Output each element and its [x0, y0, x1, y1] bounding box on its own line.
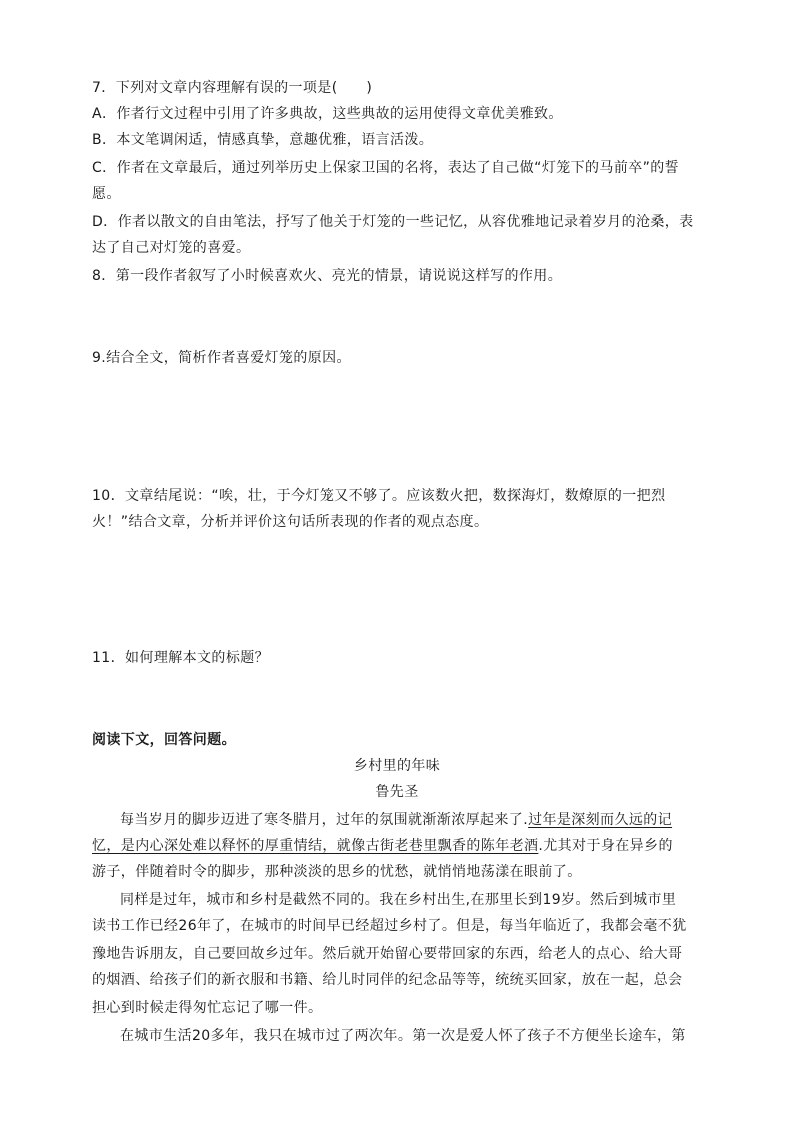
reading-instruction: 阅读下文，回答问题。: [92, 732, 236, 748]
q11-question: 11．如何理解本文的标题？: [92, 650, 270, 666]
q10-question-line2: 火！”结合文章，分析并评价这句话所表现的作者的观点态度。: [92, 514, 489, 530]
p1-underlined-text: 过年是深刻而久远的记: [528, 812, 673, 828]
q7-option-c-line2: 愿。: [92, 186, 121, 202]
q7-option-a: A．作者行文过程中引用了许多典故，这些典故的运用使得文章优美雅致。: [92, 106, 563, 122]
paragraph-2-line4: 的烟酒、给孩子们的新衣服和书籍、给儿时同伴的纪念品等等，统统买回家，放在一起，总会: [92, 972, 683, 988]
paragraph-2-line3: 豫地告诉朋友，自己要回故乡过年。然后就开始留心要带回家的东西，给老人的点心、给大哥: [92, 946, 683, 962]
paragraph-1-line2: [92, 836, 673, 856]
q7-option-d-line1: D．作者以散文的自由笔法，抒写了他关于灯笼的一些记忆，从容优雅地记录着岁月的沧桑，表: [92, 214, 694, 230]
p1-text: 每当岁月的脚步迈进了寒冬腊月，过年的氛围就渐渐浓厚起来了.: [120, 812, 529, 828]
paragraph-2-line2: 读书工作已经26年了，在城市的时间早已经超过乡村了。但是，每当年临近了，我都会毫不犹: [92, 918, 687, 934]
q9-question: 9.结合全文，简析作者喜爱灯笼的原因。: [92, 350, 351, 366]
q7-option-b: B．本文笔调闲适，情感真挚，意趣优雅，语言活泼。: [92, 132, 434, 148]
q10-question-line1: 10．文章结尾说：“唉，壮，于今灯笼又不够了。应该数火把，数探海灯，数燎原的一把烈: [92, 488, 666, 504]
q8-question: 8．第一段作者叙写了小时候喜欢火、亮光的情景，请说说这样写的作用。: [92, 268, 563, 284]
q7-option-d-line2: 达了自己对灯笼的喜爱。: [92, 240, 251, 256]
paragraph-2-line1: 同样是过年，城市和乡村是截然不同的。我在乡村出生,在那里长到19岁。然后到城市里: [120, 892, 677, 908]
passage-author: 鲁先圣: [375, 784, 419, 800]
passage-title: 乡村里的年味: [353, 758, 441, 774]
p1-underlined-text-2: 忆，是内心深处难以释怀的厚重情结，就像古街老巷里飘香的陈年老酒: [92, 838, 539, 854]
q7-stem: 7．下列对文章内容理解有误的一项是( ): [92, 80, 373, 96]
paragraph-2-line5: 担心到时候走得匆忙忘记了哪一件。: [92, 1000, 323, 1016]
paragraph-1-line3: 游子，伴随着时令的脚步，那种淡淡的思乡的忧愁，就悄悄地荡漾在眼前了。: [92, 864, 582, 880]
paragraph-1-line1: [120, 810, 672, 830]
p1-text-2: .尤其对于身在异乡的: [538, 838, 673, 854]
q7-option-c-line1: C．作者在文章最后，通过列举历史上保家卫国的名将，表达了自己做“灯笼下的马前卒”的誓: [92, 160, 680, 176]
paragraph-3-line1: 在城市生活20多年，我只在城市过了两次年。第一次是爱人怀了孩子不方便坐长途车，第: [120, 1028, 686, 1044]
